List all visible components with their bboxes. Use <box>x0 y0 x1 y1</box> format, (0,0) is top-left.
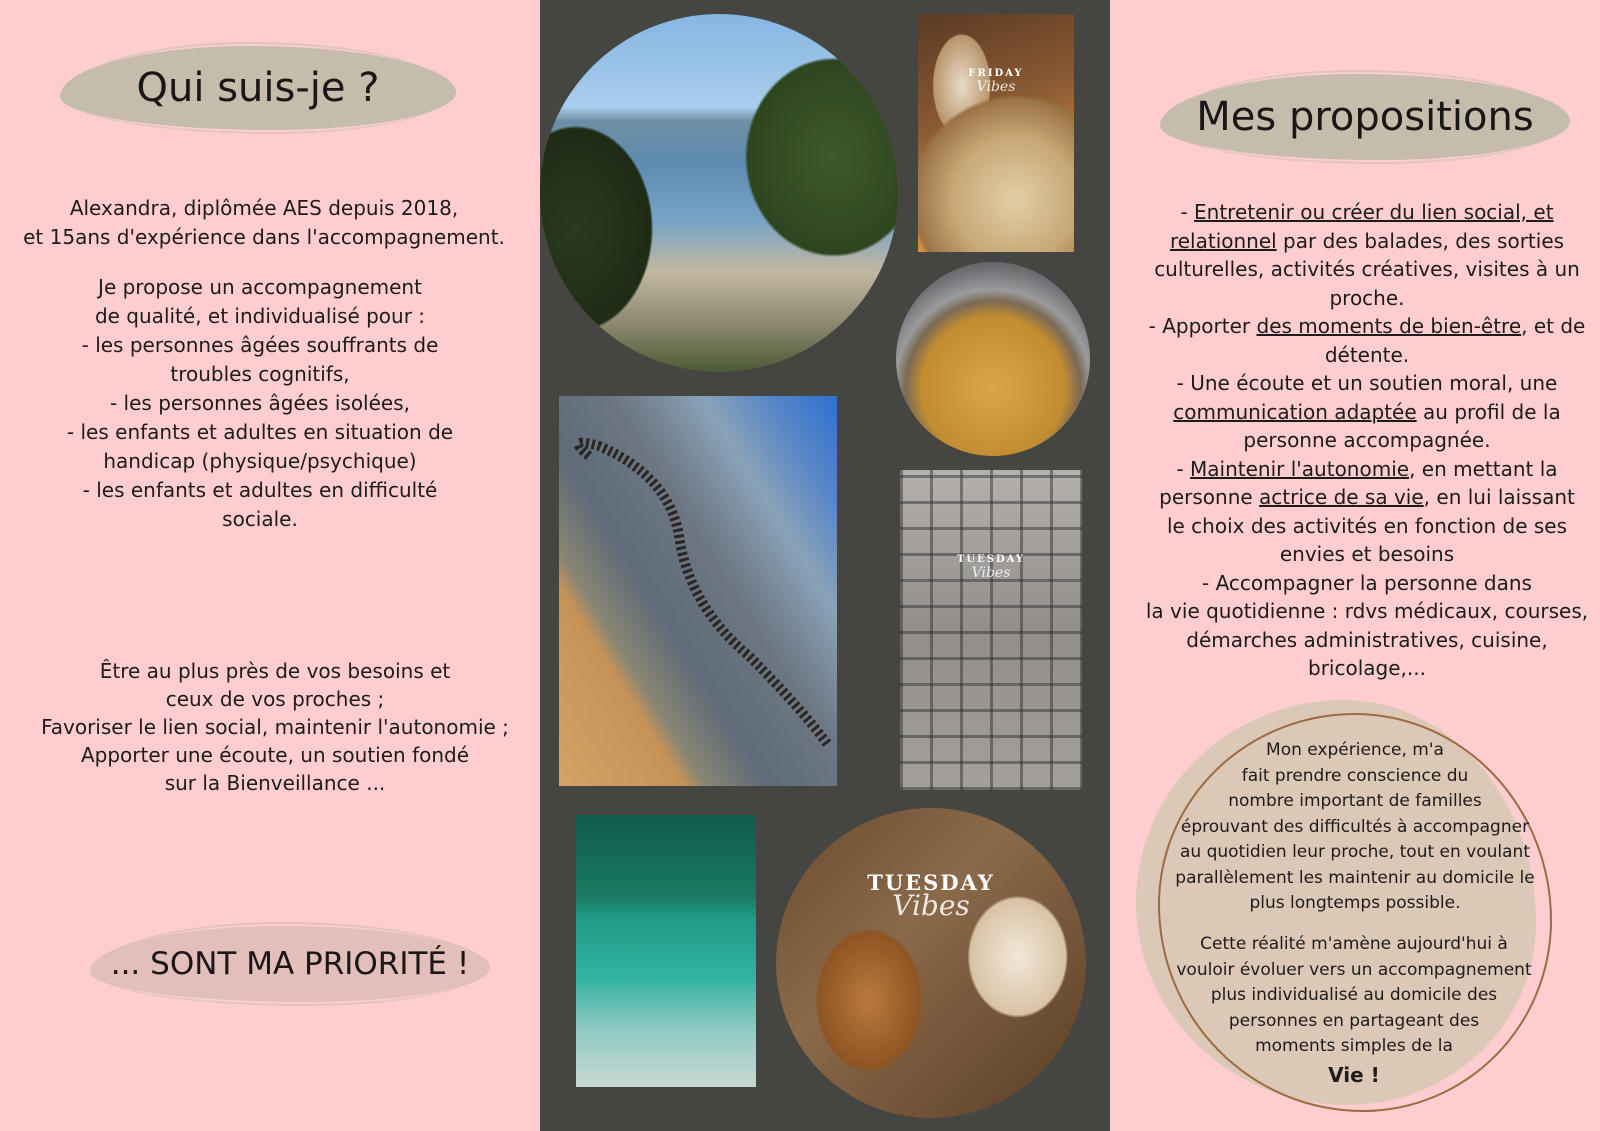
experience-line: éprouvant des difficultés à accompagner <box>1180 816 1530 837</box>
proposition-line <box>1142 312 1592 341</box>
proposition-line: détente. <box>1324 342 1410 367</box>
tuesday-vibes-waffle-photo <box>776 808 1086 1118</box>
proposition-line: culturelles, activités créatives, visites à un <box>1154 257 1580 281</box>
photo-collage <box>540 0 1110 1131</box>
propositions-list <box>1142 198 1592 683</box>
tuesday-vibes-cobblestone-photo <box>900 470 1082 790</box>
text-span: , en mettant la <box>1409 456 1558 481</box>
heading-qui-suis-je: Qui suis-je ? <box>136 65 380 111</box>
experience-line: plus longtemps possible. <box>1249 893 1461 913</box>
text-span: - <box>1176 456 1191 481</box>
reality-line: personnes en partageant des <box>1228 1010 1480 1031</box>
text-span: - <box>1180 200 1195 224</box>
underlined-text: communication adaptée <box>1173 399 1417 424</box>
reality-line: Cette réalité m'amène aujourd'hui à <box>1200 934 1508 954</box>
priority-statement: ... SONT MA PRIORITÉ ! <box>110 945 470 982</box>
proposition-line <box>1142 455 1592 484</box>
friday-vibes-label <box>918 68 1074 95</box>
experience-line: Mon expérience, m'a <box>1266 740 1444 760</box>
proposition-line: - Accompagner la personne dans <box>1202 570 1532 595</box>
proposition-line <box>1142 198 1592 227</box>
offer-line: troubles cognitifs, <box>170 362 350 386</box>
friday-vibes-script: Vibes <box>976 79 1016 95</box>
text-span: , en lui laissant <box>1423 485 1575 509</box>
pool-photo <box>576 815 756 1087</box>
tuesday-big-vibes-title: TUESDAY <box>867 870 995 895</box>
proposition-line: envies et besoins <box>1279 542 1455 566</box>
experience-text <box>1160 738 1550 917</box>
heading-brush-qui <box>60 46 456 130</box>
values-line: Favoriser le lien social, maintenir l'autonomie ; <box>41 715 509 739</box>
tuesday-small-vibes-title: TUESDAY <box>956 554 1026 565</box>
underlined-text: Maintenir l'autonomie <box>1190 456 1410 481</box>
closing-word: Vie ! <box>1328 1062 1380 1087</box>
heading-brush-propositions <box>1160 74 1570 160</box>
intro-line: et 15ans d'expérience dans l'accompagnement. <box>23 225 505 249</box>
reality-line: moments simples de la <box>1255 1036 1453 1056</box>
friday-vibes-photo <box>918 14 1074 252</box>
tuesday-small-vibes-label <box>900 554 1082 581</box>
experience-line: parallèlement les maintenir au domicile le <box>1175 867 1535 888</box>
underlined-text: actrice de sa vie <box>1259 485 1424 509</box>
tuesday-big-vibes-label <box>776 870 1086 922</box>
experience-line: au quotidien leur proche, tout en voulant <box>1179 842 1530 862</box>
proposition-line: proche. <box>1329 285 1405 310</box>
offer-line: de qualité, et individualisé pour : <box>94 304 426 328</box>
values-text <box>40 657 510 797</box>
proposition-line: bricolage,... <box>1308 656 1426 680</box>
friday-vibes-title: FRIDAY <box>968 68 1024 79</box>
underlined-text: relationnel <box>1169 228 1277 253</box>
tuesday-big-vibes-script: Vibes <box>892 889 970 922</box>
text-span: par des balades, des sorties <box>1276 228 1565 253</box>
offer-line: - les personnes âgées souffrants de <box>81 333 439 357</box>
crepe-photo <box>896 262 1090 456</box>
offer-line: handicap (physique/psychique) <box>103 449 417 473</box>
text-span: , et de <box>1521 314 1586 338</box>
underlined-text: Entretenir ou créer du lien social, et <box>1194 200 1554 224</box>
heading-mes-propositions: Mes propositions <box>1196 94 1534 140</box>
offer-line: - les personnes âgées isolées, <box>109 391 411 415</box>
offer-text <box>20 273 500 534</box>
proposition-line: démarches administratives, cuisine, <box>1186 627 1548 652</box>
text-span: au profil de la <box>1416 399 1561 424</box>
tuesday-small-vibes-script: Vibes <box>971 565 1011 581</box>
intro-text <box>14 194 514 252</box>
reality-line: plus individualisé au domicile des <box>1210 985 1498 1005</box>
proposition-line <box>1142 227 1592 256</box>
proposition-line: la vie quotidienne : rdvs médicaux, courses, <box>1145 599 1589 623</box>
offer-line: - les enfants et adultes en difficulté <box>82 478 438 502</box>
values-line: ceux de vos proches ; <box>165 687 385 711</box>
priority-brush <box>90 926 490 1002</box>
underlined-text: des moments de bien-être <box>1256 314 1522 338</box>
experience-line: fait prendre conscience du <box>1241 765 1469 786</box>
offer-line: - les enfants et adultes en situation de <box>66 420 454 444</box>
serpent-sculpture-graphic <box>559 396 837 786</box>
values-line: Apporter une écoute, un soutien fondé <box>80 743 470 767</box>
proposition-line <box>1142 398 1592 427</box>
values-line: sur la Bienveillance ... <box>164 771 386 795</box>
reality-text <box>1164 932 1544 1090</box>
intro-line: Alexandra, diplômée AES depuis 2018, <box>69 196 459 220</box>
serpent-sculpture-photo <box>559 396 837 786</box>
left-panel <box>0 0 540 1131</box>
proposition-line <box>1142 483 1592 512</box>
text-span: - Apporter <box>1148 314 1257 338</box>
offer-line: sociale. <box>222 507 298 531</box>
proposition-line: personne accompagnée. <box>1243 428 1491 452</box>
proposition-line: - Une écoute et un soutien moral, une <box>1176 371 1558 395</box>
lake-photo <box>540 14 898 372</box>
text-span: personne <box>1159 485 1260 509</box>
values-line: Être au plus près de vos besoins et <box>99 659 451 683</box>
experience-line: nombre important de familles <box>1228 791 1482 811</box>
offer-line: Je propose un accompagnement <box>98 275 422 299</box>
reality-line: vouloir évoluer vers un accompagnement <box>1176 959 1532 980</box>
proposition-line: le choix des activités en fonction de ses <box>1166 513 1568 538</box>
